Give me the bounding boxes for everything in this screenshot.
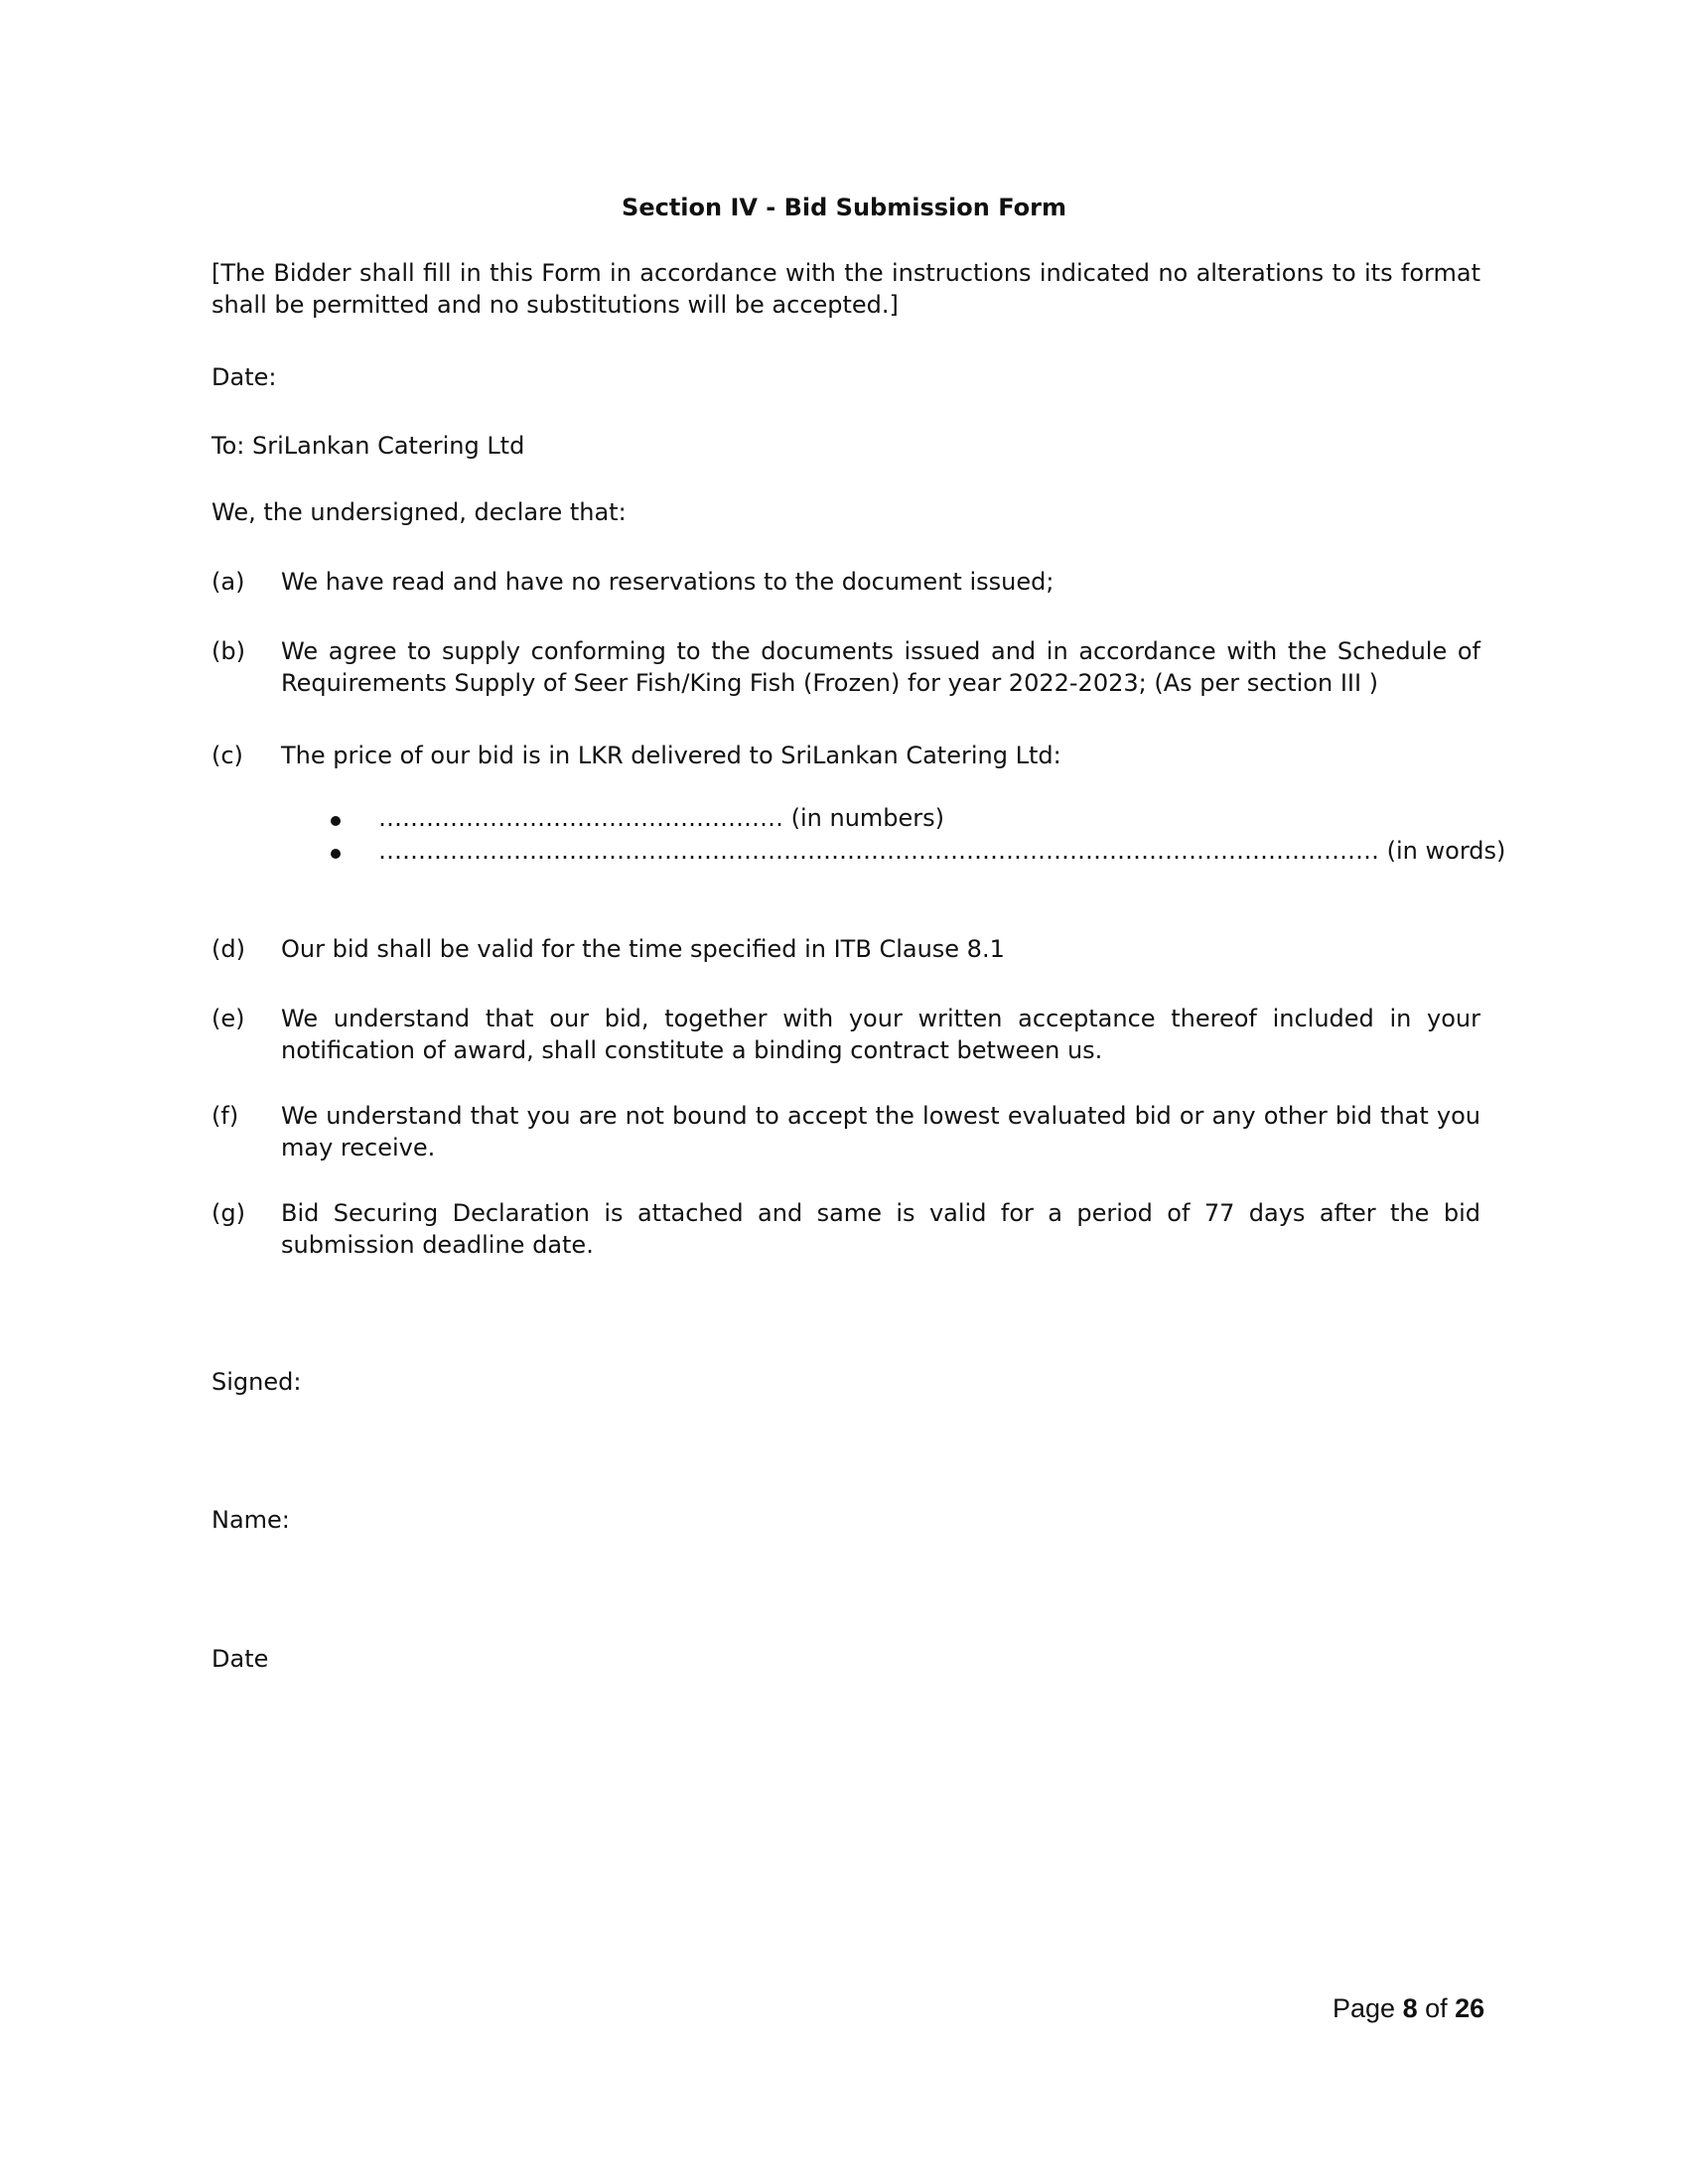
item-text: We agree to supply conforming to the documents issued and in accordance with the Schedule of Requirements Supply of Seer Fish/King Fish (Frozen) for year 2022-2023; (As per section III ): [281, 637, 1480, 697]
item-letter: (a): [211, 568, 245, 596]
page-current: 8: [1402, 1993, 1418, 2023]
item-letter: (b): [211, 637, 245, 665]
page-prefix: Page: [1333, 1993, 1403, 2023]
item-text: We understand that our bid, together with your written acceptance thereof included in your notification of award, shall constitute a binding contract between us.: [281, 1005, 1480, 1064]
date-label-bottom: Date: [211, 1645, 269, 1673]
bullet-icon: [331, 816, 341, 826]
section-title: Section IV - Bid Submission Form: [622, 194, 1066, 221]
declaration-intro: We, the undersigned, declare that:: [211, 498, 627, 526]
recipient-line: To: SriLankan Catering Ltd: [211, 432, 525, 460]
date-label: Date:: [211, 363, 277, 391]
item-letter: (f): [211, 1102, 239, 1130]
item-text: Our bid shall be valid for the time specified in ITB Clause 8.1: [281, 935, 1005, 963]
page-of: of: [1417, 1993, 1456, 2023]
signed-label: Signed:: [211, 1368, 302, 1396]
item-text: We understand that you are not bound to accept the lowest evaluated bid or any other bid that you may receive.: [281, 1102, 1480, 1161]
bullet-icon: [331, 849, 341, 859]
item-letter: (c): [211, 742, 243, 769]
item-letter: (e): [211, 1005, 245, 1032]
page-number: [1333, 1991, 1484, 2025]
item-text: The price of our bid is in LKR delivered to SriLankan Catering Ltd:: [281, 742, 1061, 769]
name-label: Name:: [211, 1506, 290, 1534]
item-text: Bid Securing Declaration is attached and same is valid for a period of 77 days after the bid submission deadline date.: [281, 1199, 1480, 1259]
price-in-words-line: ……………………………………………………………………………………………………………… (in words): [378, 837, 1506, 865]
item-text: We have read and have no reservations to the document issued;: [281, 568, 1055, 596]
price-in-numbers-line: …………………………………………… (in numbers): [378, 804, 945, 832]
page-total: 26: [1455, 1993, 1485, 2023]
item-letter: (d): [211, 935, 245, 963]
item-letter: (g): [211, 1199, 245, 1227]
instruction-paragraph: [The Bidder shall fill in this Form in accordance with the instructions indicated no alterations to its format shall be permitted and no substitutions will be accepted.]: [211, 259, 1480, 319]
